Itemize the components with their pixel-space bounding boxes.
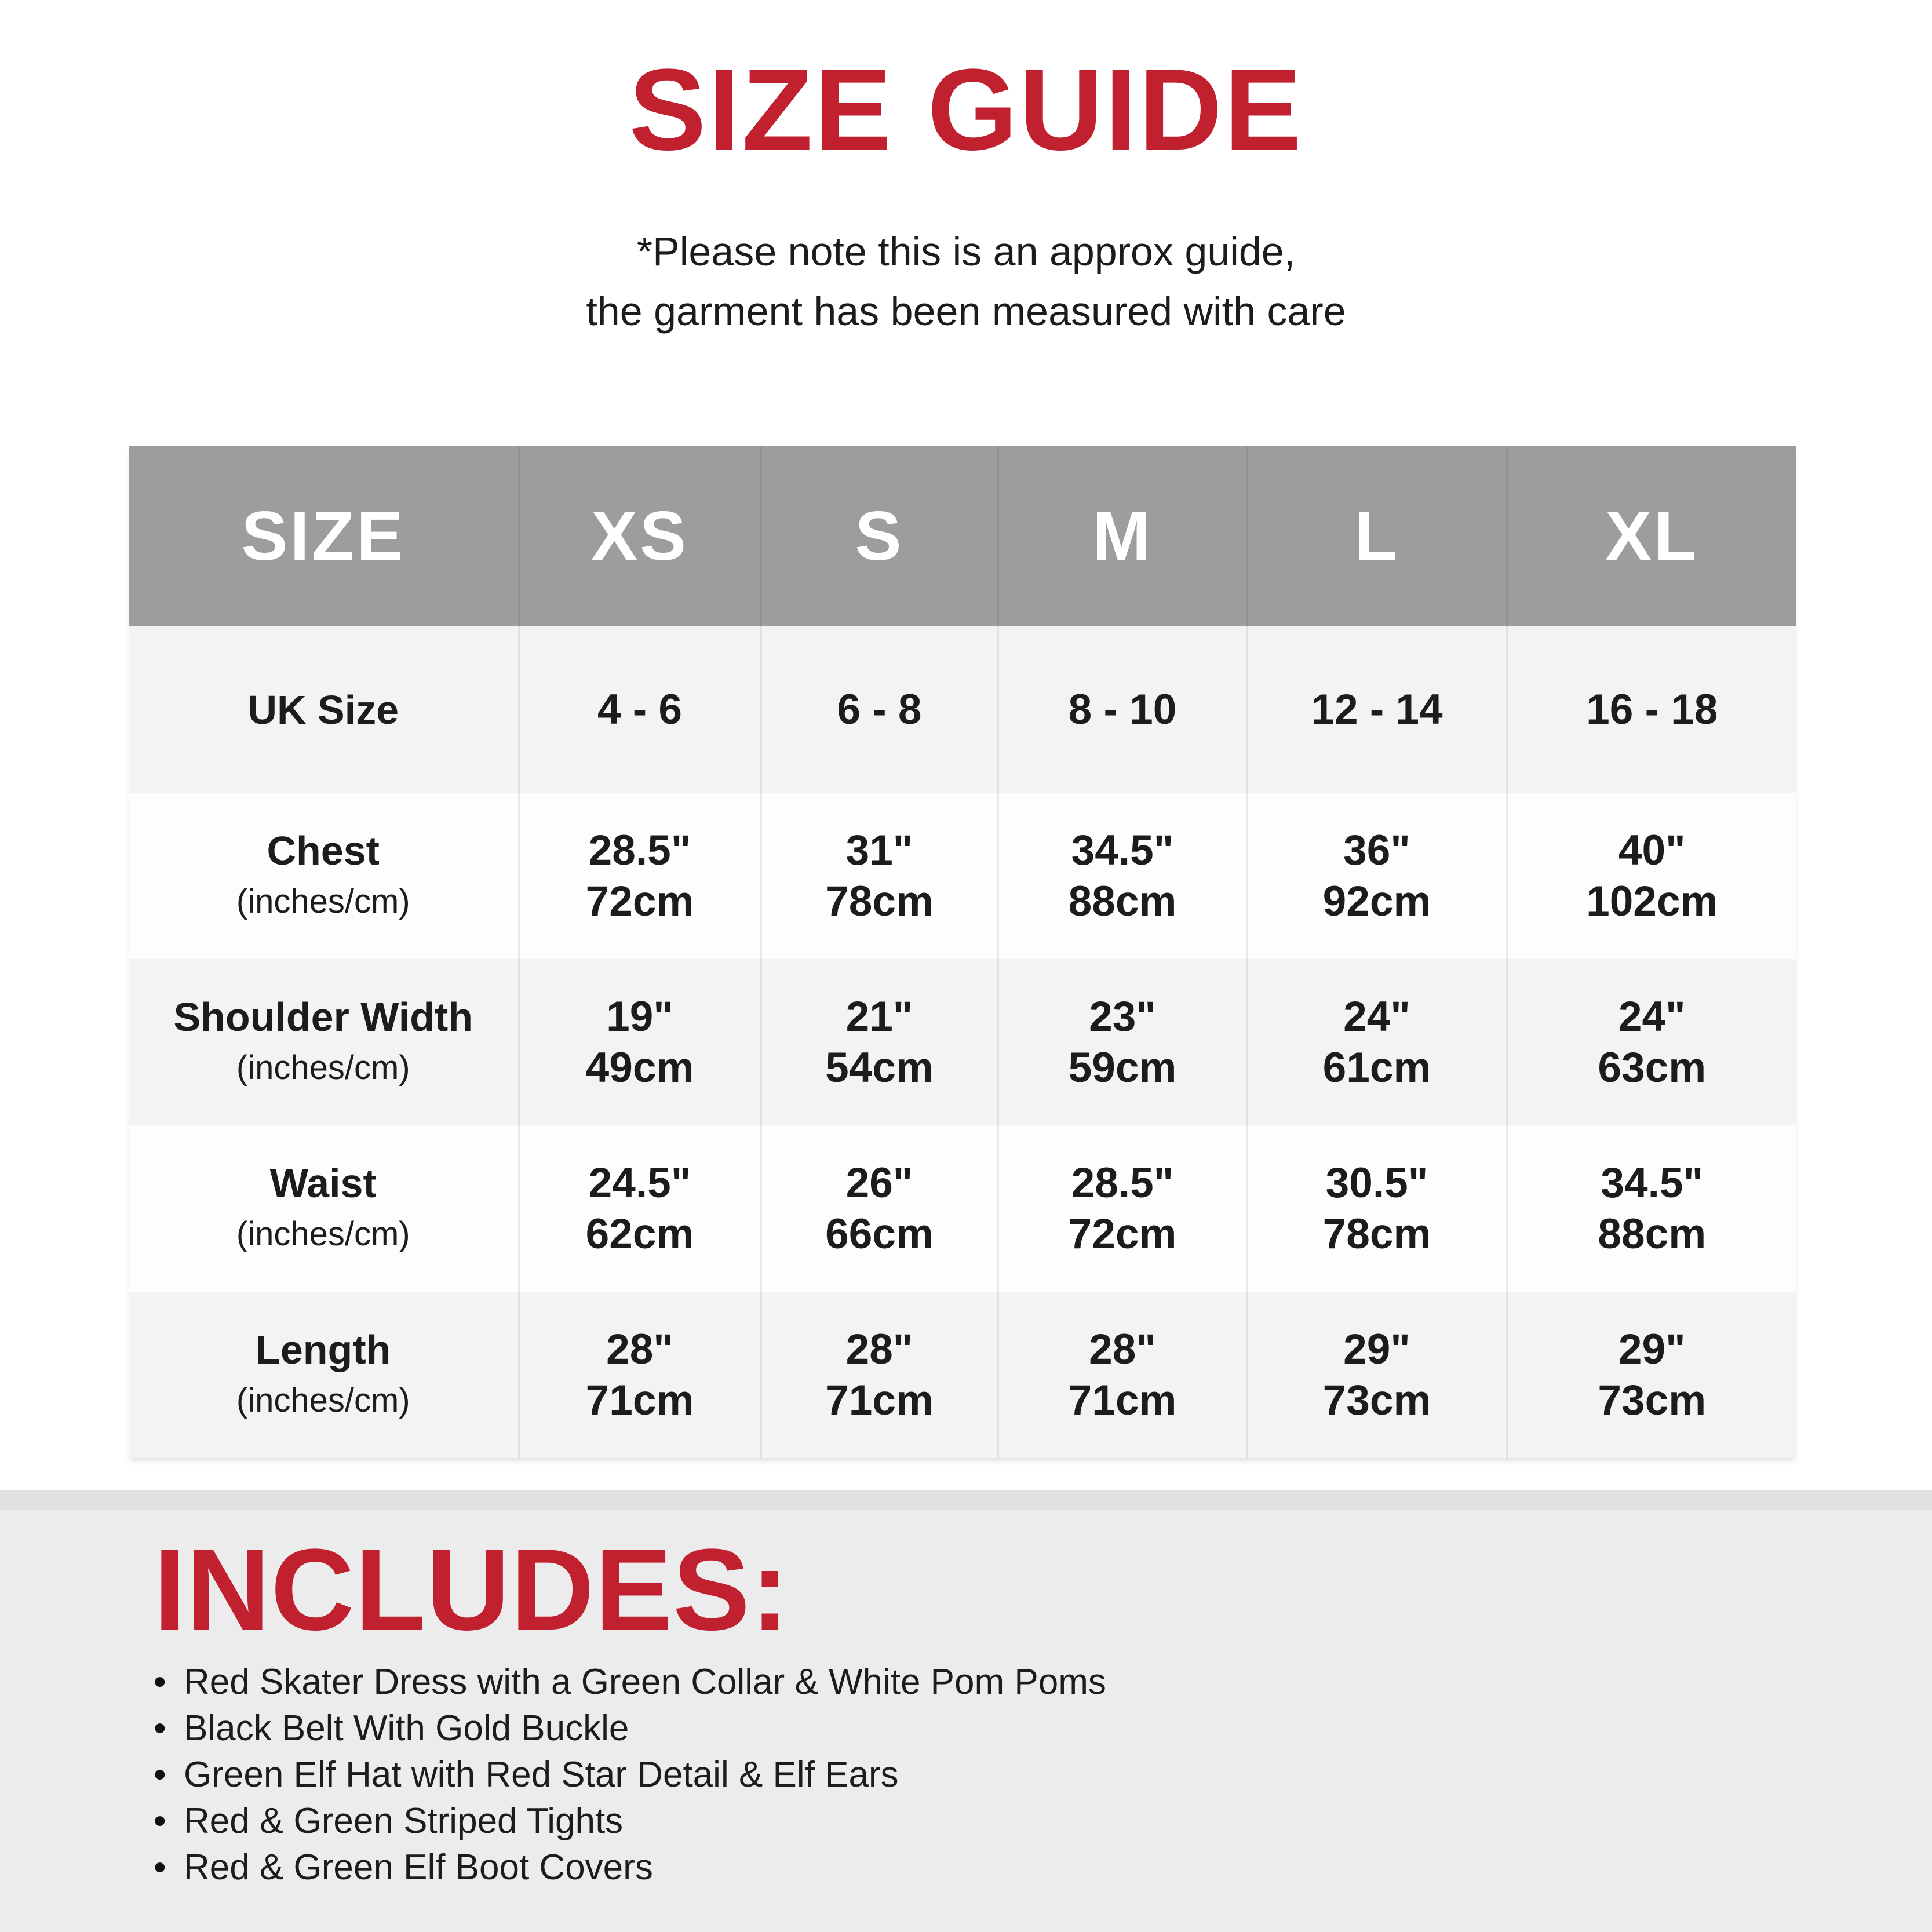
- header-cell-xl: XL: [1507, 446, 1796, 626]
- measurement-label-cell: [129, 1125, 519, 1292]
- size-value-inches: 36": [1343, 826, 1410, 874]
- size-value-inches: 24": [1343, 993, 1410, 1040]
- measurement-label-cell: [129, 626, 519, 793]
- size-value-cm: 73cm: [1598, 1376, 1707, 1424]
- size-value-cm: 59cm: [1068, 1044, 1177, 1091]
- size-value-inches: 26": [845, 1159, 913, 1206]
- size-cell: [761, 1292, 998, 1458]
- size-value-cm: 88cm: [1068, 877, 1177, 925]
- size-value-cm: 72cm: [585, 877, 694, 925]
- includes-item: • Red & Green Elf Boot Covers: [154, 1844, 1874, 1891]
- size-value-inches: 34.5": [1601, 1159, 1704, 1206]
- includes-top-strip: [0, 1490, 1932, 1510]
- size-value-cm: 72cm: [1068, 1210, 1177, 1257]
- size-value-inches: 28": [606, 1325, 673, 1373]
- measurement-label: Shoulder Width: [173, 994, 473, 1040]
- size-value-inches: 31": [845, 826, 913, 874]
- table-row-chest: [129, 793, 1796, 959]
- size-cell: [761, 626, 998, 793]
- size-cell: [1247, 959, 1507, 1125]
- size-value: 12 - 14: [1311, 686, 1443, 733]
- measurement-sublabel: (inches/cm): [236, 1215, 410, 1253]
- includes-list: [154, 1659, 1874, 1891]
- table-row-shoulder-width: [129, 959, 1796, 1125]
- measurement-label: UK Size: [247, 687, 399, 732]
- size-value-inches: 24.5": [588, 1159, 691, 1206]
- size-cell: [998, 1292, 1247, 1458]
- measurement-label-cell: [129, 1292, 519, 1458]
- includes-item: • Red & Green Striped Tights: [154, 1798, 1874, 1844]
- measurement-label-cell: [129, 959, 519, 1125]
- includes-item: • Black Belt With Gold Buckle: [154, 1705, 1874, 1752]
- size-value: 6 - 8: [837, 686, 922, 733]
- size-value-cm: 78cm: [825, 877, 934, 925]
- measurement-sublabel: (inches/cm): [236, 882, 410, 920]
- size-value-inches: 34.5": [1071, 826, 1174, 874]
- includes-item: • Red Skater Dress with a Green Collar & White Pom Poms: [154, 1659, 1874, 1705]
- size-table-container: [129, 446, 1796, 1458]
- subtitle-line-2: the garment has been measured with care: [586, 289, 1346, 334]
- size-value-inches: 21": [845, 993, 913, 1040]
- measurement-label: Length: [256, 1326, 391, 1372]
- size-value-inches: 28.5": [1071, 1159, 1174, 1206]
- measurement-sublabel: (inches/cm): [236, 1381, 410, 1419]
- size-cell: [761, 959, 998, 1125]
- measurement-label: Waist: [269, 1160, 377, 1206]
- size-value: 4 - 6: [597, 686, 683, 733]
- header-cell-s: S: [761, 446, 998, 626]
- subtitle-line-1: *Please note this is an approx guide,: [636, 229, 1296, 274]
- size-value-cm: 49cm: [585, 1044, 694, 1091]
- size-cell: [519, 1125, 761, 1292]
- size-value-cm: 88cm: [1598, 1210, 1707, 1257]
- size-cell: [761, 1125, 998, 1292]
- size-cell: [1507, 626, 1796, 793]
- size-value-cm: 71cm: [585, 1376, 694, 1424]
- size-value-inches: 29": [1343, 1325, 1410, 1373]
- size-value-cm: 62cm: [585, 1210, 694, 1257]
- size-value-cm: 92cm: [1322, 877, 1431, 925]
- size-cell: [519, 793, 761, 959]
- size-value-cm: 78cm: [1322, 1210, 1431, 1257]
- size-value: 8 - 10: [1068, 686, 1177, 733]
- size-cell: [519, 1292, 761, 1458]
- size-value-cm: 63cm: [1598, 1044, 1707, 1091]
- size-cell: [761, 793, 998, 959]
- measurement-label-cell: [129, 793, 519, 959]
- size-cell: [1247, 1125, 1507, 1292]
- size-cell: [998, 959, 1247, 1125]
- size-cell: [519, 959, 761, 1125]
- header-cell-l: L: [1247, 446, 1507, 626]
- measurement-sublabel: (inches/cm): [236, 1048, 410, 1087]
- size-value-inches: 28.5": [588, 826, 691, 874]
- size-cell: [519, 626, 761, 793]
- size-value-inches: 28": [845, 1325, 913, 1373]
- size-value-inches: 23": [1089, 993, 1156, 1040]
- size-cell: [1247, 1292, 1507, 1458]
- includes-section: [0, 1510, 1932, 1932]
- size-value-cm: 102cm: [1586, 877, 1718, 925]
- size-value-inches: 24": [1618, 993, 1686, 1040]
- size-value-cm: 66cm: [825, 1210, 934, 1257]
- size-value: 16 - 18: [1586, 686, 1718, 733]
- subtitle: [0, 222, 1932, 341]
- header-cell-xs: XS: [519, 446, 761, 626]
- size-cell: [998, 626, 1247, 793]
- size-value-inches: 40": [1618, 826, 1686, 874]
- measurement-label: Chest: [267, 828, 380, 873]
- table-row-length: [129, 1292, 1796, 1458]
- size-cell: [998, 1125, 1247, 1292]
- size-cell: [1247, 626, 1507, 793]
- size-value-inches: 19": [606, 993, 673, 1040]
- size-value-cm: 71cm: [1068, 1376, 1177, 1424]
- table-row-waist: [129, 1125, 1796, 1292]
- includes-item: • Green Elf Hat with Red Star Detail & Elf Ears: [154, 1752, 1874, 1798]
- includes-heading: INCLUDES:: [154, 1525, 790, 1654]
- size-cell: [1507, 1292, 1796, 1458]
- size-cell: [1507, 1125, 1796, 1292]
- size-value-cm: 54cm: [825, 1044, 934, 1091]
- header-cell-size: SIZE: [129, 446, 519, 626]
- size-cell: [998, 793, 1247, 959]
- header-cell-m: M: [998, 446, 1247, 626]
- size-value-inches: 28": [1089, 1325, 1156, 1373]
- size-value-inches: 29": [1618, 1325, 1686, 1373]
- size-cell: [1247, 793, 1507, 959]
- table-header-row: [129, 446, 1796, 626]
- size-cell: [1507, 959, 1796, 1125]
- size-value-cm: 71cm: [825, 1376, 934, 1424]
- size-value-inches: 30.5": [1325, 1159, 1428, 1206]
- size-value-cm: 61cm: [1322, 1044, 1431, 1091]
- size-cell: [1507, 793, 1796, 959]
- page-title: SIZE GUIDE: [629, 45, 1303, 174]
- size-table: [129, 446, 1796, 1458]
- size-value-cm: 73cm: [1322, 1376, 1431, 1424]
- table-row-uk-size: [129, 626, 1796, 793]
